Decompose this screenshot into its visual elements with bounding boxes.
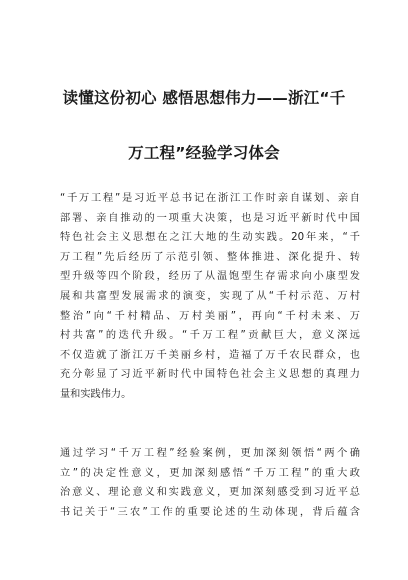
paragraph-line: 书记关于“三农”工作的重要论述的生动体现，背后蕴含 bbox=[60, 506, 360, 518]
document-title-line-2: 万工程”经验学习体会 bbox=[128, 144, 280, 162]
paragraph-line: 展和共富型发展需求的演变，实现了从“千村示范、万村 bbox=[60, 290, 360, 302]
document-title-line-1: 读懂这份初心 感悟思想伟力——浙江“千 bbox=[62, 89, 346, 107]
paragraph-line: 部署、亲自推动的一项重大决策，也是习近平新时代中国 bbox=[60, 212, 360, 224]
paragraph-line: 村共富”的迭代升级。“千万工程”贡献巨大，意义深远 bbox=[60, 330, 360, 342]
body-paragraph-2 bbox=[60, 444, 360, 522]
paragraph-line: 通过学习“千万工程”经验案例，更加深刻领悟“两个确 bbox=[60, 448, 360, 459]
paragraph-line: 量和实践伟力。 bbox=[60, 388, 132, 400]
paragraph-line: “千万工程”是习近平总书记在浙江工作时亲自谋划、亲自 bbox=[60, 193, 360, 204]
paragraph-line: 治意义、理论意义和实践意义，更加深刻感受到习近平总 bbox=[60, 487, 360, 499]
paragraph-line: 整治”向“千村精品、万村美丽”，再向“千村未来、万 bbox=[60, 310, 360, 322]
paragraph-line: 立”的决定性意义，更加深刻感悟“千万工程”的重大政 bbox=[60, 467, 360, 479]
body-paragraph-1 bbox=[60, 189, 360, 405]
paragraph-line: 不仅造就了浙江万千美丽乡村，造福了万千农民群众，也 bbox=[60, 349, 360, 361]
paragraph-line: 充分彰显了习近平新时代中国特色社会主义思想的真理力 bbox=[60, 369, 360, 381]
paragraph-line: 型升级等四个阶段，经历了从温饱型生存需求向小康型发 bbox=[60, 271, 360, 283]
paragraph-line: 特色社会主义思想在之江大地的生动实践。20年来，“千 bbox=[60, 232, 360, 244]
paragraph-line: 万工程”先后经历了示范引领、整体推进、深化提升、转 bbox=[60, 251, 360, 263]
